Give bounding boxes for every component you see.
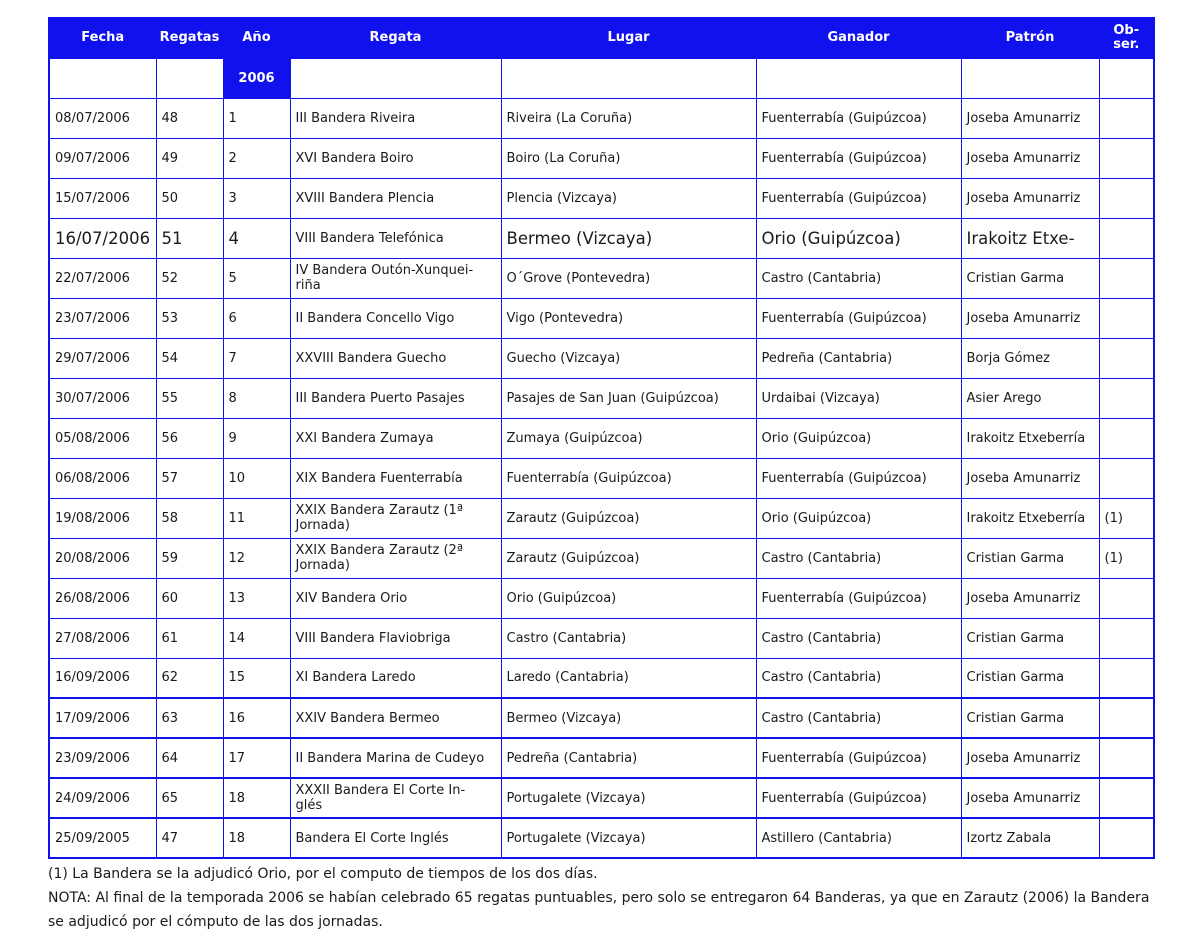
cell-anio: 15	[223, 658, 290, 698]
cell-anio: 5	[223, 258, 290, 298]
cell-lugar: O´Grove (Pontevedra)	[501, 258, 756, 298]
cell-ganador: Castro (Cantabria)	[756, 258, 961, 298]
cell-regata: III Bandera Riveira	[290, 98, 501, 138]
cell-regata: III Bandera Puerto Pasajes	[290, 378, 501, 418]
cell-fecha: 23/09/2006	[49, 738, 156, 778]
cell-regatas: 65	[156, 778, 223, 818]
cell-lugar: Vigo (Pontevedra)	[501, 298, 756, 338]
header-lugar: Lugar	[501, 18, 756, 58]
cell-patron: Cristian Garma	[961, 258, 1099, 298]
year-cell: 2006	[223, 58, 290, 98]
cell-anio: 2	[223, 138, 290, 178]
cell-regatas: 48	[156, 98, 223, 138]
cell-fecha: 29/07/2006	[49, 338, 156, 378]
cell-anio: 11	[223, 498, 290, 538]
year-row-empty-obs	[1099, 58, 1154, 98]
cell-fecha: 19/08/2006	[49, 498, 156, 538]
year-row-empty-ganador	[756, 58, 961, 98]
footnotes	[48, 862, 1158, 934]
table-row	[49, 418, 1154, 458]
cell-patron: Irakoitz Etxe-	[961, 218, 1099, 258]
cell-regata: XXXII Bandera El Corte In- glés	[290, 778, 501, 818]
cell-ganador: Fuenterrabía (Guipúzcoa)	[756, 778, 961, 818]
cell-fecha: 25/09/2005	[49, 818, 156, 858]
cell-patron: Cristian Garma	[961, 538, 1099, 578]
cell-obs	[1099, 178, 1154, 218]
cell-obs	[1099, 298, 1154, 338]
cell-anio: 13	[223, 578, 290, 618]
cell-regatas: 52	[156, 258, 223, 298]
cell-regatas: 49	[156, 138, 223, 178]
cell-regata: XXIX Bandera Zarautz (1ª Jornada)	[290, 498, 501, 538]
cell-patron: Joseba Amunarriz	[961, 778, 1099, 818]
cell-regata: Bandera El Corte Inglés	[290, 818, 501, 858]
cell-obs	[1099, 458, 1154, 498]
table-row	[49, 298, 1154, 338]
table-row	[49, 618, 1154, 658]
cell-obs: (1)	[1099, 538, 1154, 578]
cell-ganador: Fuenterrabía (Guipúzcoa)	[756, 98, 961, 138]
cell-regatas: 55	[156, 378, 223, 418]
header-patron: Patrón	[961, 18, 1099, 58]
cell-obs	[1099, 258, 1154, 298]
cell-regata: XIV Bandera Orio	[290, 578, 501, 618]
table-row	[49, 218, 1154, 258]
cell-regata: VIII Bandera Flaviobriga	[290, 618, 501, 658]
header-row	[49, 18, 1154, 58]
cell-regatas: 54	[156, 338, 223, 378]
header-observaciones	[1099, 18, 1154, 58]
cell-regata: XVI Bandera Boiro	[290, 138, 501, 178]
header-regata: Regata	[290, 18, 501, 58]
cell-fecha: 20/08/2006	[49, 538, 156, 578]
cell-lugar: Zarautz (Guipúzcoa)	[501, 538, 756, 578]
cell-obs: (1)	[1099, 498, 1154, 538]
cell-regatas: 59	[156, 538, 223, 578]
cell-regatas: 51	[156, 218, 223, 258]
cell-anio: 16	[223, 698, 290, 738]
cell-patron: Joseba Amunarriz	[961, 578, 1099, 618]
header-obs-line2: ser.	[1113, 37, 1140, 53]
cell-anio: 7	[223, 338, 290, 378]
cell-fecha: 24/09/2006	[49, 778, 156, 818]
table-row	[49, 98, 1154, 138]
cell-lugar: Zumaya (Guipúzcoa)	[501, 418, 756, 458]
cell-obs	[1099, 618, 1154, 658]
footnote-nota: NOTA: Al final de la temporada 2006 se habían celebrado 65 regatas puntuables, pero solo se entregaron 64 Banderas, ya que en Zarautz (2006) la Bandera se adjudicó por el cómputo de las dos jornadas.	[48, 890, 1150, 930]
cell-patron: Irakoitz Etxeberría	[961, 498, 1099, 538]
cell-ganador: Orio (Guipúzcoa)	[756, 498, 961, 538]
cell-obs	[1099, 578, 1154, 618]
cell-ganador: Pedreña (Cantabria)	[756, 338, 961, 378]
cell-regatas: 50	[156, 178, 223, 218]
cell-patron: Joseba Amunarriz	[961, 298, 1099, 338]
header-ganador: Ganador	[756, 18, 961, 58]
cell-fecha: 17/09/2006	[49, 698, 156, 738]
regatas-table	[48, 17, 1155, 859]
cell-lugar: Plencia (Vizcaya)	[501, 178, 756, 218]
cell-obs	[1099, 698, 1154, 738]
cell-anio: 18	[223, 818, 290, 858]
cell-lugar: Portugalete (Vizcaya)	[501, 818, 756, 858]
cell-fecha: 27/08/2006	[49, 618, 156, 658]
cell-regata: XVIII Bandera Plencia	[290, 178, 501, 218]
cell-obs	[1099, 778, 1154, 818]
cell-regata: II Bandera Concello Vigo	[290, 298, 501, 338]
cell-anio: 18	[223, 778, 290, 818]
cell-anio: 9	[223, 418, 290, 458]
cell-lugar: Castro (Cantabria)	[501, 618, 756, 658]
cell-lugar: Bermeo (Vizcaya)	[501, 698, 756, 738]
cell-lugar: Pedreña (Cantabria)	[501, 738, 756, 778]
cell-ganador: Castro (Cantabria)	[756, 698, 961, 738]
cell-ganador: Castro (Cantabria)	[756, 538, 961, 578]
cell-fecha: 26/08/2006	[49, 578, 156, 618]
cell-lugar: Fuenterrabía (Guipúzcoa)	[501, 458, 756, 498]
cell-ganador: Fuenterrabía (Guipúzcoa)	[756, 138, 961, 178]
cell-ganador: Urdaibai (Vizcaya)	[756, 378, 961, 418]
cell-obs	[1099, 218, 1154, 258]
cell-fecha: 22/07/2006	[49, 258, 156, 298]
cell-patron: Cristian Garma	[961, 698, 1099, 738]
cell-regatas: 58	[156, 498, 223, 538]
cell-fecha: 08/07/2006	[49, 98, 156, 138]
table-row	[49, 778, 1154, 818]
cell-patron: Joseba Amunarriz	[961, 738, 1099, 778]
footnote-1: (1) La Bandera se la adjudicó Orio, por el computo de tiempos de los dos días.	[48, 866, 598, 882]
cell-regatas: 53	[156, 298, 223, 338]
table-row	[49, 258, 1154, 298]
cell-obs	[1099, 98, 1154, 138]
table-row	[49, 818, 1154, 858]
table-row	[49, 178, 1154, 218]
cell-regata: XXI Bandera Zumaya	[290, 418, 501, 458]
cell-regatas: 60	[156, 578, 223, 618]
table-row	[49, 578, 1154, 618]
cell-fecha: 30/07/2006	[49, 378, 156, 418]
cell-ganador: Fuenterrabía (Guipúzcoa)	[756, 298, 961, 338]
cell-regata: II Bandera Marina de Cudeyo	[290, 738, 501, 778]
cell-lugar: Boiro (La Coruña)	[501, 138, 756, 178]
cell-patron: Joseba Amunarriz	[961, 458, 1099, 498]
cell-obs	[1099, 658, 1154, 698]
cell-regatas: 62	[156, 658, 223, 698]
table-row	[49, 378, 1154, 418]
cell-anio: 8	[223, 378, 290, 418]
table-row	[49, 138, 1154, 178]
cell-patron: Borja Gómez	[961, 338, 1099, 378]
cell-lugar: Laredo (Cantabria)	[501, 658, 756, 698]
year-row-empty-regatas	[156, 58, 223, 98]
year-row-empty-patron	[961, 58, 1099, 98]
cell-anio: 10	[223, 458, 290, 498]
cell-lugar: Portugalete (Vizcaya)	[501, 778, 756, 818]
cell-anio: 12	[223, 538, 290, 578]
cell-fecha: 16/07/2006	[49, 218, 156, 258]
cell-regatas: 47	[156, 818, 223, 858]
cell-patron: Joseba Amunarriz	[961, 178, 1099, 218]
cell-obs	[1099, 818, 1154, 858]
cell-regata: XI Bandera Laredo	[290, 658, 501, 698]
table-row	[49, 338, 1154, 378]
cell-regatas: 64	[156, 738, 223, 778]
cell-ganador: Castro (Cantabria)	[756, 658, 961, 698]
cell-anio: 14	[223, 618, 290, 658]
cell-regata: XIX Bandera Fuenterrabía	[290, 458, 501, 498]
table-row	[49, 498, 1154, 538]
cell-obs	[1099, 378, 1154, 418]
cell-regatas: 61	[156, 618, 223, 658]
header-regatas: Regatas	[156, 18, 223, 58]
cell-obs	[1099, 418, 1154, 458]
cell-patron: Joseba Amunarriz	[961, 98, 1099, 138]
header-anio: Año	[223, 18, 290, 58]
cell-fecha: 05/08/2006	[49, 418, 156, 458]
cell-ganador: Fuenterrabía (Guipúzcoa)	[756, 738, 961, 778]
cell-fecha: 06/08/2006	[49, 458, 156, 498]
cell-regata: VIII Bandera Telefónica	[290, 218, 501, 258]
cell-fecha: 16/09/2006	[49, 658, 156, 698]
cell-anio: 6	[223, 298, 290, 338]
cell-anio: 3	[223, 178, 290, 218]
cell-anio: 1	[223, 98, 290, 138]
cell-anio: 4	[223, 218, 290, 258]
header-obs-line1: Ob-	[1113, 23, 1140, 39]
cell-ganador: Astillero (Cantabria)	[756, 818, 961, 858]
cell-ganador: Fuenterrabía (Guipúzcoa)	[756, 458, 961, 498]
cell-obs	[1099, 338, 1154, 378]
cell-patron: Irakoitz Etxeberría	[961, 418, 1099, 458]
table-row	[49, 698, 1154, 738]
cell-regatas: 63	[156, 698, 223, 738]
table-row	[49, 658, 1154, 698]
cell-fecha: 23/07/2006	[49, 298, 156, 338]
cell-ganador: Fuenterrabía (Guipúzcoa)	[756, 178, 961, 218]
cell-lugar: Zarautz (Guipúzcoa)	[501, 498, 756, 538]
year-row-empty-fecha	[49, 58, 156, 98]
cell-regata: IV Bandera Outón-Xunquei- riña	[290, 258, 501, 298]
cell-anio: 17	[223, 738, 290, 778]
table-row	[49, 738, 1154, 778]
table-row	[49, 458, 1154, 498]
cell-patron: Joseba Amunarriz	[961, 138, 1099, 178]
cell-patron: Cristian Garma	[961, 618, 1099, 658]
cell-ganador: Fuenterrabía (Guipúzcoa)	[756, 578, 961, 618]
cell-lugar: Bermeo (Vizcaya)	[501, 218, 756, 258]
cell-regata: XXIV Bandera Bermeo	[290, 698, 501, 738]
cell-regata: XXVIII Bandera Guecho	[290, 338, 501, 378]
year-row-empty-regata	[290, 58, 501, 98]
cell-fecha: 09/07/2006	[49, 138, 156, 178]
cell-fecha: 15/07/2006	[49, 178, 156, 218]
cell-patron: Asier Arego	[961, 378, 1099, 418]
year-row-empty-lugar	[501, 58, 756, 98]
cell-ganador: Orio (Guipúzcoa)	[756, 218, 961, 258]
cell-obs	[1099, 138, 1154, 178]
cell-regatas: 56	[156, 418, 223, 458]
table-row	[49, 538, 1154, 578]
cell-regatas: 57	[156, 458, 223, 498]
cell-patron: Cristian Garma	[961, 658, 1099, 698]
cell-ganador: Castro (Cantabria)	[756, 618, 961, 658]
year-row	[49, 58, 1154, 98]
cell-obs	[1099, 738, 1154, 778]
cell-lugar: Pasajes de San Juan (Guipúzcoa)	[501, 378, 756, 418]
header-fecha: Fecha	[49, 18, 156, 58]
cell-lugar: Guecho (Vizcaya)	[501, 338, 756, 378]
cell-lugar: Orio (Guipúzcoa)	[501, 578, 756, 618]
cell-patron: Izortz Zabala	[961, 818, 1099, 858]
cell-regata: XXIX Bandera Zarautz (2ª Jornada)	[290, 538, 501, 578]
cell-lugar: Riveira (La Coruña)	[501, 98, 756, 138]
cell-ganador: Orio (Guipúzcoa)	[756, 418, 961, 458]
